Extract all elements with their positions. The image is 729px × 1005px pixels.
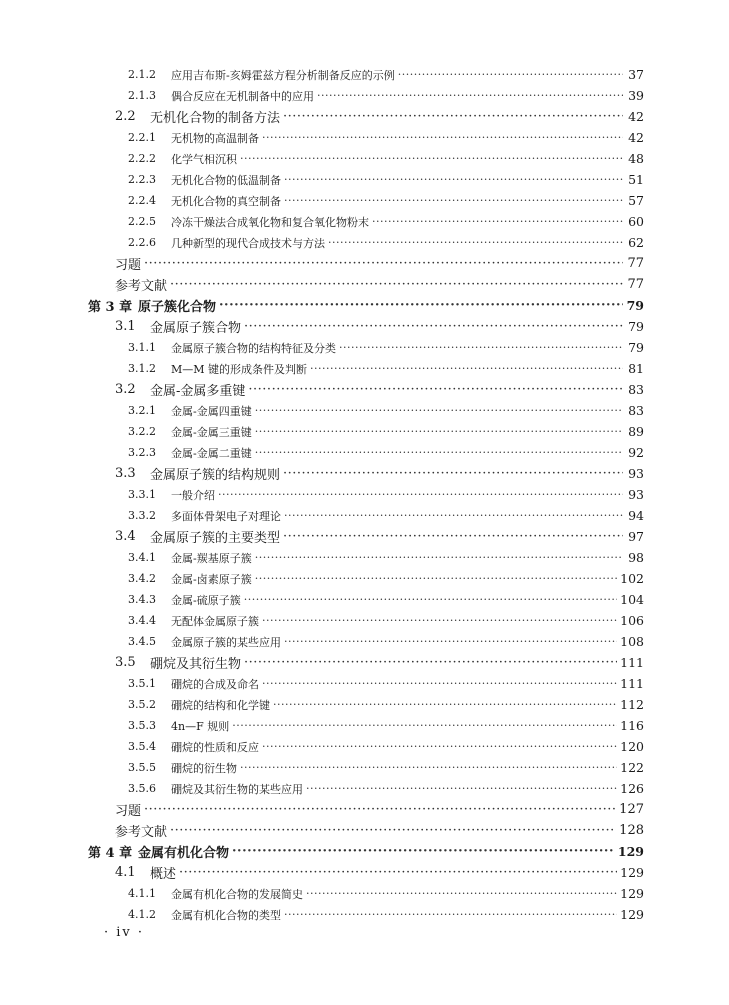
- toc-entry-page: 129: [620, 865, 644, 880]
- toc-entry-page: 106: [620, 613, 644, 628]
- toc-entry-title: 概述: [150, 867, 177, 882]
- toc-entry-sub: [0, 715, 729, 736]
- toc-entry-title: 硼烷及其衍生物的某些应用: [171, 782, 303, 796]
- toc-entry-number: 3.4.3: [128, 593, 156, 606]
- toc-entry-title: 几种新型的现代合成技术与方法: [171, 236, 325, 250]
- toc-entry-number: 2.1.2: [128, 68, 156, 81]
- toc-entry-page: 39: [628, 88, 644, 103]
- toc-entry-number: 3.4: [115, 529, 136, 544]
- dot-leader: [244, 656, 617, 669]
- toc-entry-page: 79: [628, 340, 644, 355]
- toc-entry-title: 无机化合物的制备方法: [150, 111, 281, 126]
- dot-leader: [144, 257, 623, 270]
- toc-entry-title: 硼烷的衍生物: [171, 761, 237, 775]
- toc-entry-sub: [0, 400, 729, 421]
- toc-entry-sub: [0, 232, 729, 253]
- toc-entry-page: 116: [620, 718, 644, 733]
- toc-entry-number: 4.1: [115, 865, 136, 880]
- toc-entry-section: [0, 316, 729, 337]
- toc-entry-number: 4.1.1: [128, 887, 156, 900]
- dot-leader: [232, 720, 617, 731]
- toc-entry-section: [0, 526, 729, 547]
- toc-entry-title: 4n—F 规则: [171, 719, 230, 733]
- toc-entry-title: 金属原子簇的结构规则: [150, 468, 281, 483]
- toc-entry-page: 57: [628, 193, 644, 208]
- toc-entry-number: 2.2.6: [128, 236, 156, 249]
- toc-entry-number: 3.2: [115, 382, 136, 397]
- toc-entry-number: 2.2.3: [128, 173, 156, 186]
- dot-leader: [255, 447, 623, 458]
- dot-leader: [310, 363, 623, 374]
- dot-leader: [255, 426, 623, 437]
- toc-entry-page: 89: [628, 424, 644, 439]
- toc-entry-title: 参考文献: [115, 825, 168, 840]
- toc-entry-title: 无配体金属原子簇: [171, 614, 259, 628]
- toc-entry-page: 104: [620, 592, 644, 607]
- toc-entry-title: 偶合反应在无机制备中的应用: [171, 89, 314, 103]
- toc-entry-page: 42: [628, 109, 644, 124]
- toc-entry-section: [0, 463, 729, 484]
- toc-entry-title: 无机物的高温制备: [171, 131, 259, 145]
- toc-entry-page: 126: [620, 781, 644, 796]
- toc-entry-number: 3.5: [115, 655, 136, 670]
- toc-entry-title: 金属有机化合物: [138, 846, 230, 861]
- toc-entry-extra: [0, 799, 729, 820]
- dot-leader: [372, 216, 623, 227]
- toc-entry-title: 金属原子簇合物: [150, 321, 242, 336]
- toc-entry-number: 2.2.5: [128, 215, 156, 228]
- toc-entry-title: 金属原子簇的主要类型: [150, 531, 281, 546]
- dot-leader: [284, 174, 623, 185]
- dot-leader: [232, 845, 615, 858]
- toc-entry-number: 3.4.5: [128, 635, 156, 648]
- toc-entry-page: 83: [628, 403, 644, 418]
- toc-entry-number: 3.5.4: [128, 740, 156, 753]
- toc-entry-sub: [0, 631, 729, 652]
- toc-entry-number: 3.5.2: [128, 698, 156, 711]
- toc-entry-page: 42: [628, 130, 644, 145]
- dot-leader: [240, 153, 623, 164]
- dot-leader: [240, 762, 617, 773]
- toc-entry-page: 108: [620, 634, 644, 649]
- dot-leader: [317, 90, 623, 101]
- toc-entry-page: 98: [628, 550, 644, 565]
- toc-entry-number: 2.2: [115, 109, 136, 124]
- toc-entry-sub: [0, 421, 729, 442]
- toc-entry-sub: [0, 358, 729, 379]
- toc-entry-page: 128: [619, 823, 644, 838]
- toc-entry-title: 多面体骨架电子对理论: [171, 509, 281, 523]
- toc-entry-page: 129: [620, 907, 644, 922]
- toc-entry-page: 79: [626, 298, 644, 313]
- dot-leader: [244, 594, 617, 605]
- toc-entry-page: 62: [628, 235, 644, 250]
- toc-entry-section: [0, 652, 729, 673]
- toc-entry-sub: [0, 337, 729, 358]
- toc-entry-number: 3.5.5: [128, 761, 156, 774]
- toc-entry-page: 122: [620, 760, 644, 775]
- toc-entry-chapter: [0, 841, 729, 862]
- dot-leader: [284, 636, 617, 647]
- toc-entry-title: 金属有机化合物的类型: [171, 908, 281, 922]
- dot-leader: [284, 195, 623, 206]
- toc-entry-title: 金属-金属多重键: [150, 384, 246, 399]
- toc-entry-title: 金属原子簇的某些应用: [171, 635, 281, 649]
- toc-entry-number: 第 4 章: [88, 846, 133, 861]
- toc-entry-page: 60: [628, 214, 644, 229]
- toc-entry-title: 硼烷的合成及命名: [171, 677, 259, 691]
- toc-entry-number: 3.1: [115, 319, 136, 334]
- toc-entry-title: 金属-卤素原子簇: [171, 572, 252, 586]
- toc-entry-title: 一般介绍: [171, 488, 215, 502]
- toc-entry-title: 硼烷的结构和化学键: [171, 698, 270, 712]
- toc-entry-number: 3.1.2: [128, 362, 156, 375]
- toc-entry-page: 129: [620, 886, 644, 901]
- toc-entry-sub: [0, 610, 729, 631]
- toc-entry-sub: [0, 589, 729, 610]
- dot-leader: [144, 803, 616, 816]
- toc-entry-title: 硼烷及其衍生物: [150, 657, 242, 672]
- toc-entry-page: 129: [617, 844, 644, 859]
- toc-entry-number: 3.4.2: [128, 572, 156, 585]
- toc-entry-number: 2.2.4: [128, 194, 156, 207]
- dot-leader: [284, 909, 617, 920]
- toc-entry-sub: [0, 484, 729, 505]
- toc-entry-sub: [0, 442, 729, 463]
- dot-leader: [306, 888, 617, 899]
- page-number-footer: · iv ·: [104, 925, 145, 940]
- dot-leader: [255, 573, 617, 584]
- dot-leader: [262, 741, 617, 752]
- toc-entry-page: 77: [627, 256, 644, 271]
- dot-leader: [170, 278, 623, 291]
- toc-entry-page: 120: [620, 739, 644, 754]
- toc-entry-title: 冷冻干燥法合成氧化物和复合氧化物粉末: [171, 215, 369, 229]
- toc-entry-title: 金属-金属三重键: [171, 425, 252, 439]
- toc-entry-sub: [0, 757, 729, 778]
- dot-leader: [219, 299, 623, 312]
- toc-entry-page: 48: [628, 151, 644, 166]
- dot-leader: [179, 866, 617, 879]
- dot-leader: [262, 132, 623, 143]
- toc-entry-title: 化学气相沉积: [171, 152, 237, 166]
- dot-leader: [284, 510, 623, 521]
- toc-entry-page: 127: [619, 802, 644, 817]
- toc-entry-sub: [0, 673, 729, 694]
- dot-leader: [283, 110, 623, 123]
- toc-entry-number: 3.3.2: [128, 509, 156, 522]
- toc-entry-sub: [0, 568, 729, 589]
- toc-entry-title: 无机化合物的真空制备: [171, 194, 281, 208]
- toc-entry-title: 金属-金属二重键: [171, 446, 252, 460]
- toc-entry-sub: [0, 169, 729, 190]
- toc-entry-page: 94: [628, 508, 644, 523]
- toc-entry-title: 金属-羰基原子簇: [171, 551, 252, 565]
- toc-entry-number: 3.3: [115, 466, 136, 481]
- toc-entry-page: 97: [628, 529, 644, 544]
- toc-entry-title: 原子簇化合物: [138, 300, 217, 315]
- toc-entry-sub: [0, 694, 729, 715]
- toc-entry-number: 3.5.1: [128, 677, 156, 690]
- toc-entry-title: 硼烷的性质和反应: [171, 740, 259, 754]
- toc-entry-sub: [0, 778, 729, 799]
- toc-entry-section: [0, 106, 729, 127]
- toc-entry-number: 3.4.4: [128, 614, 156, 627]
- toc-entry-section: [0, 379, 729, 400]
- toc-entry-number: 3.2.1: [128, 404, 156, 417]
- dot-leader: [255, 552, 623, 563]
- toc-entry-page: 111: [620, 655, 644, 670]
- dot-leader: [170, 824, 616, 837]
- toc-entry-page: 93: [628, 487, 644, 502]
- toc-entry-page: 77: [627, 277, 644, 292]
- toc-entry-sub: [0, 148, 729, 169]
- toc-entry-title: 金属有机化合物的发展简史: [171, 887, 303, 901]
- toc-entry-sub: [0, 547, 729, 568]
- toc-entry-number: 第 3 章: [88, 300, 133, 315]
- toc-entry-number: 2.1.3: [128, 89, 156, 102]
- toc-entry-page: 93: [628, 466, 644, 481]
- toc-entry-page: 111: [620, 676, 644, 691]
- toc-entry-title: 金属-硫原子簇: [171, 593, 241, 607]
- toc-entry-page: 83: [628, 382, 644, 397]
- dot-leader: [283, 467, 623, 480]
- toc-entry-sub: [0, 883, 729, 904]
- toc-entry-title: 应用吉布斯-亥姆霍兹方程分析制备反应的示例: [171, 68, 395, 82]
- dot-leader: [262, 615, 617, 626]
- dot-leader: [244, 320, 623, 333]
- dot-leader: [339, 342, 623, 353]
- toc-entry-number: 3.5.3: [128, 719, 156, 732]
- toc-entry-page: 112: [620, 697, 644, 712]
- toc-entry-page: 81: [628, 361, 644, 376]
- toc-entry-sub: [0, 190, 729, 211]
- dot-leader: [255, 405, 623, 416]
- toc-entry-page: 79: [628, 319, 644, 334]
- toc-entry-title: 金属-金属四重键: [171, 404, 252, 418]
- toc-entry-page: 37: [628, 67, 644, 82]
- toc-entry-extra: [0, 820, 729, 841]
- toc-entry-number: 3.4.1: [128, 551, 156, 564]
- toc-entry-sub: [0, 85, 729, 106]
- dot-leader: [273, 699, 617, 710]
- dot-leader: [328, 237, 623, 248]
- toc-entry-section: [0, 862, 729, 883]
- toc-entry-number: 3.2.2: [128, 425, 156, 438]
- toc-entry-sub: [0, 64, 729, 85]
- toc-entry-sub: [0, 127, 729, 148]
- dot-leader: [248, 383, 623, 396]
- dot-leader: [218, 489, 623, 500]
- toc-entry-sub: [0, 904, 729, 925]
- toc-entry-extra: [0, 253, 729, 274]
- dot-leader: [306, 783, 617, 794]
- toc-entry-number: 3.5.6: [128, 782, 156, 795]
- toc-entry-title: 习题: [115, 258, 142, 273]
- toc-entry-title: 习题: [115, 804, 142, 819]
- table-of-contents: [0, 64, 729, 925]
- toc-entry-title: M—M 键的形成条件及判断: [171, 362, 308, 376]
- toc-entry-title: 无机化合物的低温制备: [171, 173, 281, 187]
- dot-leader: [283, 530, 623, 543]
- dot-leader: [398, 69, 623, 80]
- toc-entry-title: 参考文献: [115, 279, 168, 294]
- toc-entry-page: 102: [620, 571, 644, 586]
- toc-entry-number: 3.3.1: [128, 488, 156, 501]
- toc-entry-extra: [0, 274, 729, 295]
- toc-entry-number: 3.2.3: [128, 446, 156, 459]
- toc-entry-chapter: [0, 295, 729, 316]
- dot-leader: [262, 678, 617, 689]
- toc-entry-page: 92: [628, 445, 644, 460]
- toc-entry-sub: [0, 505, 729, 526]
- toc-entry-sub: [0, 736, 729, 757]
- toc-entry-number: 3.1.1: [128, 341, 156, 354]
- toc-entry-title: 金属原子簇合物的结构特征及分类: [171, 341, 336, 355]
- toc-entry-sub: [0, 211, 729, 232]
- toc-entry-number: 2.2.1: [128, 131, 156, 144]
- toc-entry-page: 51: [628, 172, 644, 187]
- toc-entry-number: 4.1.2: [128, 908, 156, 921]
- toc-entry-number: 2.2.2: [128, 152, 156, 165]
